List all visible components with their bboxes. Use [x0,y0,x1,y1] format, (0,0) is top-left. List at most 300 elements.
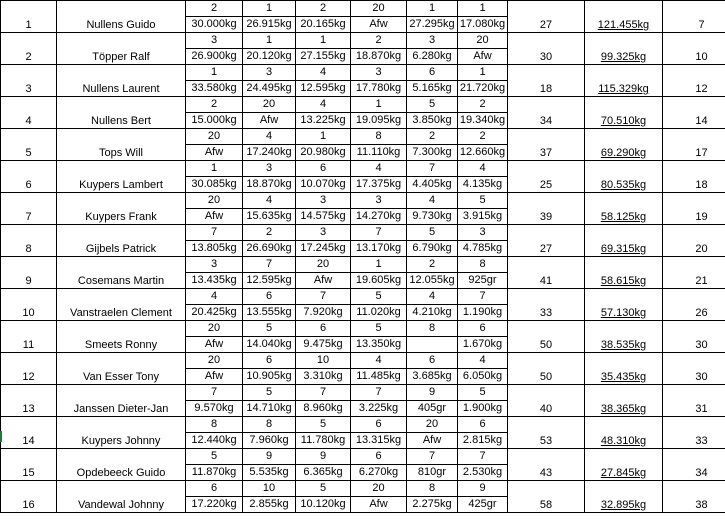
total-weight-cell[interactable] [585,417,663,449]
round-weight-cell[interactable]: 19.605kg [351,273,407,289]
round-weight-cell[interactable]: 12.660kg [458,145,508,161]
round-rank-cell[interactable]: 5 [186,449,243,465]
round-weight-cell[interactable]: 6.050kg [458,369,508,385]
round-rank-cell[interactable]: 6 [243,289,296,305]
name-cell[interactable]: Vandewal Johnny [57,481,186,513]
round-rank-cell[interactable]: 7 [407,161,458,177]
round-rank-cell[interactable]: 7 [296,385,351,401]
round-weight-cell[interactable]: Afw [186,337,243,353]
total-weight-text: 38.535kg [600,339,647,351]
name-cell[interactable]: Smeets Ronny [57,321,186,353]
round-rank-cell[interactable]: 6 [351,449,407,465]
round-rank-cell[interactable]: 4 [407,289,458,305]
total-weight-text: 48.310kg [600,435,647,447]
round-weight-cell[interactable]: 3.915kg [458,209,508,225]
round-weight-cell[interactable]: 24.495kg [243,81,296,97]
round-rank-cell[interactable]: 6 [407,353,458,369]
round-rank-cell[interactable]: 20 [351,1,407,17]
total-weight-cell[interactable] [585,1,663,33]
total-weight-cell[interactable] [585,449,663,481]
round-rank-cell[interactable]: 7 [186,385,243,401]
round-rank-cell[interactable]: 2 [186,97,243,113]
table-row [1,289,725,305]
round-weight-cell[interactable]: 3.850kg [407,113,458,129]
round-weight-cell[interactable]: 11.020kg [351,305,407,321]
rank-cell[interactable]: 6 [1,161,57,193]
total-weight-cell[interactable] [585,97,663,129]
round-rank-cell[interactable]: 3 [186,33,243,49]
round-weight-cell[interactable]: Afw [296,273,351,289]
round-weight-cell[interactable]: 14.710kg [243,401,296,417]
round-rank-cell[interactable]: 9 [243,449,296,465]
round-rank-cell[interactable]: 7 [186,225,243,241]
points-cell[interactable]: 33 [508,289,585,321]
round-rank-cell[interactable]: 8 [458,257,508,273]
points-cell[interactable]: 58 [508,481,585,513]
round-rank-cell[interactable]: 1 [351,257,407,273]
round-rank-cell[interactable]: 3 [296,193,351,209]
round-weight-cell[interactable]: 15.000kg [186,113,243,129]
round-rank-cell[interactable]: 5 [351,321,407,337]
round-weight-cell[interactable]: 12.055kg [407,273,458,289]
points-cell[interactable]: 25 [508,161,585,193]
place-cell[interactable]: 34 [663,449,725,481]
round-weight-cell[interactable]: 3.225kg [351,401,407,417]
round-rank-cell[interactable]: 2 [407,129,458,145]
round-rank-cell[interactable]: 2 [296,1,351,17]
round-weight-cell[interactable]: 2.275kg [407,497,458,513]
place-cell[interactable]: 18 [663,161,725,193]
rank-cell[interactable]: 10 [1,289,57,321]
name-cell[interactable]: Nullens Laurent [57,65,186,97]
place-cell[interactable]: 12 [663,65,725,97]
round-rank-cell[interactable]: 10 [243,481,296,497]
round-weight-cell[interactable]: 26.900kg [186,49,243,65]
total-weight-text: 80.535kg [600,179,647,191]
total-weight-cell[interactable] [585,289,663,321]
round-rank-cell[interactable]: 8 [186,417,243,433]
total-weight-text: 115.329kg [598,83,649,95]
round-rank-cell[interactable]: 8 [351,129,407,145]
round-weight-cell[interactable]: 9.475kg [296,337,351,353]
round-weight-cell[interactable]: 2.855kg [243,497,296,513]
round-weight-cell[interactable]: 13.555kg [243,305,296,321]
name-cell[interactable]: Janssen Dieter-Jan [57,385,186,417]
points-cell[interactable]: 40 [508,385,585,417]
round-rank-cell[interactable]: 7 [243,257,296,273]
place-cell[interactable]: 20 [663,225,725,257]
round-weight-cell[interactable]: 19.095kg [351,113,407,129]
round-weight-cell[interactable]: 14.040kg [243,337,296,353]
total-weight-text: 70.510kg [600,115,647,127]
round-weight-cell[interactable]: 9.730kg [407,209,458,225]
round-weight-cell[interactable]: 12.595kg [243,273,296,289]
round-weight-cell[interactable]: Afw [243,113,296,129]
round-rank-cell[interactable]: 2 [186,1,243,17]
round-weight-cell[interactable]: 26.690kg [243,241,296,257]
round-weight-cell[interactable]: 12.595kg [296,81,351,97]
rank-cell[interactable]: 5 [1,129,57,161]
round-weight-cell[interactable]: 13.350kg [351,337,407,353]
round-weight-cell[interactable]: 18.870kg [243,177,296,193]
round-rank-cell[interactable]: 9 [296,449,351,465]
round-weight-cell[interactable]: Afw [186,209,243,225]
total-weight-cell[interactable] [585,129,663,161]
round-weight-cell[interactable]: 17.080kg [458,17,508,33]
round-weight-cell[interactable]: 10.120kg [296,497,351,513]
total-weight-cell[interactable] [585,481,663,513]
total-weight-cell[interactable] [585,33,663,65]
rank-cell[interactable]: 2 [1,33,57,65]
rank-cell[interactable]: 15 [1,449,57,481]
round-weight-cell[interactable]: 4.405kg [407,177,458,193]
round-rank-cell[interactable]: 7 [458,449,508,465]
round-weight-cell[interactable]: 17.220kg [186,497,243,513]
round-weight-cell[interactable]: 2.815kg [458,433,508,449]
round-rank-cell[interactable]: 5 [243,385,296,401]
place-cell[interactable]: 30 [663,353,725,385]
round-rank-cell[interactable]: 6 [296,161,351,177]
round-rank-cell[interactable]: 3 [243,65,296,81]
round-rank-cell[interactable]: 5 [458,385,508,401]
round-rank-cell[interactable]: 2 [458,97,508,113]
round-weight-cell[interactable]: 6.280kg [407,49,458,65]
round-rank-cell[interactable]: 4 [296,65,351,81]
round-rank-cell[interactable]: 20 [407,417,458,433]
round-weight-cell[interactable]: 11.485kg [351,369,407,385]
round-weight-cell[interactable]: 13.170kg [351,241,407,257]
round-weight-cell[interactable]: 13.225kg [296,113,351,129]
round-rank-cell[interactable]: 1 [296,129,351,145]
round-rank-cell[interactable]: 2 [458,129,508,145]
round-weight-cell[interactable]: 405gr [407,401,458,417]
round-rank-cell[interactable]: 20 [186,129,243,145]
round-rank-cell[interactable]: 1 [458,65,508,81]
round-weight-cell[interactable]: 11.870kg [186,465,243,481]
round-rank-cell[interactable]: 4 [186,289,243,305]
round-rank-cell[interactable]: 7 [407,449,458,465]
round-weight-cell[interactable]: 425gr [458,497,508,513]
round-rank-cell[interactable]: 20 [296,257,351,273]
table-row [1,65,725,81]
round-rank-cell[interactable]: 1 [186,161,243,177]
round-weight-cell[interactable]: 33.580kg [186,81,243,97]
table-row [1,193,725,209]
name-cell[interactable]: Töpper Ralf [57,33,186,65]
table-row [1,481,725,497]
place-cell[interactable]: 17 [663,129,725,161]
table-row [1,321,725,337]
round-rank-cell[interactable]: 1 [243,33,296,49]
total-weight-text: 58.125kg [600,211,647,223]
round-weight-cell[interactable]: 17.780kg [351,81,407,97]
round-rank-cell[interactable]: 7 [351,225,407,241]
round-rank-cell[interactable]: 8 [243,417,296,433]
total-weight-text: 69.315kg [600,243,647,255]
round-weight-cell[interactable]: Afw [351,17,407,33]
round-weight-cell[interactable]: 13.315kg [351,433,407,449]
round-rank-cell[interactable]: 7 [296,289,351,305]
round-weight-cell[interactable]: 13.435kg [186,273,243,289]
round-rank-cell[interactable]: 8 [407,481,458,497]
round-rank-cell[interactable]: 4 [296,97,351,113]
round-rank-cell[interactable]: 3 [243,161,296,177]
round-rank-cell[interactable]: 9 [458,481,508,497]
total-weight-text: 58.615kg [600,275,647,287]
name-cell[interactable]: Cosemans Martin [57,257,186,289]
round-rank-cell[interactable]: 6 [243,353,296,369]
total-weight-cell[interactable] [585,225,663,257]
round-rank-cell[interactable]: 4 [351,161,407,177]
round-rank-cell[interactable]: 2 [407,257,458,273]
round-rank-cell[interactable]: 3 [186,257,243,273]
total-weight-text: 32.895kg [600,499,647,511]
round-rank-cell[interactable]: 1 [351,97,407,113]
round-rank-cell[interactable]: 6 [458,417,508,433]
rank-cell[interactable]: 7 [1,193,57,225]
round-weight-cell[interactable]: 6.790kg [407,241,458,257]
place-cell[interactable]: 21 [663,257,725,289]
round-weight-cell[interactable]: 4.210kg [407,305,458,321]
round-rank-cell[interactable]: 1 [407,1,458,17]
total-weight-cell[interactable] [585,161,663,193]
round-weight-cell[interactable]: 27.295kg [407,17,458,33]
points-cell[interactable]: 18 [508,65,585,97]
name-cell[interactable]: Kuypers Johnny [57,417,186,449]
round-rank-cell[interactable]: 3 [296,225,351,241]
rank-cell[interactable]: 13 [1,385,57,417]
name-cell[interactable]: Kuypers Lambert [57,161,186,193]
round-rank-cell[interactable]: 3 [458,225,508,241]
total-weight-cell[interactable] [585,385,663,417]
round-weight-cell[interactable]: 20.165kg [296,17,351,33]
table-body [1,1,725,513]
points-cell[interactable]: 43 [508,449,585,481]
row-marker [0,431,2,442]
points-cell[interactable]: 39 [508,193,585,225]
round-weight-cell[interactable]: 925gr [458,273,508,289]
table-row [1,97,725,113]
place-cell[interactable]: 26 [663,289,725,321]
round-weight-cell[interactable]: 2.530kg [458,465,508,481]
round-weight-cell[interactable]: 6.270kg [351,465,407,481]
round-rank-cell[interactable]: 1 [243,1,296,17]
total-weight-text: 99.325kg [600,51,647,63]
points-cell[interactable]: 53 [508,417,585,449]
round-weight-cell[interactable]: Afw [351,497,407,513]
name-cell[interactable]: Kuypers Frank [57,193,186,225]
name-cell[interactable]: Gijbels Patrick [57,225,186,257]
round-rank-cell[interactable]: 6 [407,65,458,81]
rank-cell[interactable]: 8 [1,225,57,257]
points-cell[interactable]: 50 [508,353,585,385]
total-weight-cell[interactable] [585,321,663,353]
round-rank-cell[interactable]: 1 [296,33,351,49]
round-weight-cell[interactable]: 1.900kg [458,401,508,417]
place-cell[interactable]: 38 [663,481,725,513]
round-weight-cell[interactable]: 1.670kg [458,337,508,353]
table-row [1,225,725,241]
round-rank-cell[interactable]: 20 [186,193,243,209]
round-rank-cell[interactable]: 4 [243,193,296,209]
round-rank-cell[interactable]: 7 [351,385,407,401]
rank-cell[interactable]: 11 [1,321,57,353]
round-weight-cell[interactable]: 9.570kg [186,401,243,417]
table-row [1,257,725,273]
round-rank-cell[interactable]: 20 [186,321,243,337]
name-cell[interactable]: Van Esser Tony [57,353,186,385]
round-rank-cell[interactable]: 7 [458,289,508,305]
round-weight-cell[interactable]: 10.905kg [243,369,296,385]
round-weight-cell[interactable]: 7.300kg [407,145,458,161]
table-row [1,33,725,49]
points-cell[interactable]: 27 [508,1,585,33]
round-rank-cell[interactable]: 1 [458,1,508,17]
name-cell[interactable]: Nullens Guido [57,1,186,33]
round-weight-cell[interactable]: 3.685kg [407,369,458,385]
round-rank-cell[interactable]: 4 [407,193,458,209]
rank-cell[interactable]: 3 [1,65,57,97]
round-rank-cell[interactable]: 5 [407,97,458,113]
total-weight-text: 121.455kg [597,19,650,31]
table-row [1,161,725,177]
name-cell[interactable]: Vanstraelen Clement [57,289,186,321]
round-weight-cell[interactable]: 30.085kg [186,177,243,193]
round-rank-cell[interactable]: 5 [351,289,407,305]
round-rank-cell[interactable]: 2 [243,225,296,241]
round-rank-cell[interactable]: 9 [407,385,458,401]
round-rank-cell[interactable]: 20 [458,33,508,49]
round-weight-cell[interactable]: 11.110kg [351,145,407,161]
table-row [1,449,725,465]
round-rank-cell[interactable]: 4 [458,161,508,177]
round-weight-cell[interactable]: 21.720kg [458,81,508,97]
round-weight-cell[interactable]: 14.575kg [296,209,351,225]
name-cell[interactable]: Opdebeeck Guido [57,449,186,481]
place-cell[interactable]: 10 [663,33,725,65]
round-weight-cell[interactable]: 12.440kg [186,433,243,449]
round-weight-cell[interactable]: 20.120kg [243,49,296,65]
round-rank-cell[interactable]: 6 [351,417,407,433]
points-cell[interactable]: 34 [508,97,585,129]
round-rank-cell[interactable]: 20 [186,353,243,369]
total-weight-cell[interactable] [585,193,663,225]
round-weight-cell[interactable]: Afw [458,49,508,65]
round-weight-cell[interactable]: Afw [186,145,243,161]
place-cell[interactable]: 14 [663,97,725,129]
points-cell[interactable]: 41 [508,257,585,289]
round-rank-cell[interactable]: 5 [296,481,351,497]
round-rank-cell[interactable]: 1 [186,65,243,81]
round-weight-cell[interactable]: 17.240kg [243,145,296,161]
rank-cell[interactable]: 1 [1,1,57,33]
table-row [1,353,725,369]
round-weight-cell[interactable]: 11.780kg [296,433,351,449]
points-cell[interactable]: 37 [508,129,585,161]
round-rank-cell[interactable]: 5 [458,193,508,209]
place-cell[interactable]: 33 [663,417,725,449]
total-weight-text: 57.130kg [600,307,647,319]
rank-cell[interactable]: 16 [1,481,57,513]
round-weight-cell[interactable]: 4.135kg [458,177,508,193]
place-cell[interactable]: 19 [663,193,725,225]
round-rank-cell[interactable]: 5 [243,321,296,337]
name-cell[interactable]: Tops Will [57,129,186,161]
round-weight-cell[interactable]: 30.000kg [186,17,243,33]
round-rank-cell[interactable]: 8 [407,321,458,337]
round-weight-cell[interactable]: 1.190kg [458,305,508,321]
round-weight-cell[interactable]: 8.960kg [296,401,351,417]
round-weight-cell[interactable]: Afw [186,369,243,385]
round-rank-cell[interactable]: 20 [351,481,407,497]
place-cell[interactable]: 31 [663,385,725,417]
round-rank-cell[interactable]: 3 [407,33,458,49]
table-row [1,1,725,17]
round-weight-cell[interactable]: Afw [407,433,458,449]
round-weight-cell[interactable]: 26.915kg [243,17,296,33]
round-weight-cell[interactable] [407,337,458,353]
round-weight-cell[interactable]: 810gr [407,465,458,481]
place-cell[interactable]: 30 [663,321,725,353]
round-rank-cell[interactable]: 4 [351,353,407,369]
rank-cell[interactable]: 4 [1,97,57,129]
round-weight-cell[interactable]: 7.960kg [243,433,296,449]
rank-cell[interactable]: 14 [1,417,57,449]
round-rank-cell[interactable]: 4 [243,129,296,145]
round-weight-cell[interactable]: 3.310kg [296,369,351,385]
round-rank-cell[interactable]: 2 [351,33,407,49]
points-cell[interactable]: 50 [508,321,585,353]
round-weight-cell[interactable]: 20.980kg [296,145,351,161]
round-weight-cell[interactable]: 17.245kg [296,241,351,257]
name-cell[interactable]: Nullens Bert [57,97,186,129]
round-weight-cell[interactable]: 18.870kg [351,49,407,65]
round-weight-cell[interactable]: 15.635kg [243,209,296,225]
round-weight-cell[interactable]: 20.425kg [186,305,243,321]
round-weight-cell[interactable]: 7.920kg [296,305,351,321]
round-rank-cell[interactable]: 20 [243,97,296,113]
round-rank-cell[interactable]: 3 [351,65,407,81]
round-weight-cell[interactable]: 5.165kg [407,81,458,97]
total-weight-cell[interactable] [585,353,663,385]
round-weight-cell[interactable]: 14.270kg [351,209,407,225]
round-rank-cell[interactable]: 10 [296,353,351,369]
round-rank-cell[interactable]: 5 [296,417,351,433]
rank-cell[interactable]: 9 [1,257,57,289]
place-cell[interactable]: 7 [663,1,725,33]
round-rank-cell[interactable]: 6 [186,481,243,497]
round-rank-cell[interactable]: 4 [458,353,508,369]
round-weight-cell[interactable]: 13.805kg [186,241,243,257]
total-weight-cell[interactable] [585,257,663,289]
round-weight-cell[interactable]: 10.070kg [296,177,351,193]
rank-cell[interactable]: 12 [1,353,57,385]
round-weight-cell[interactable]: 19.340kg [458,113,508,129]
total-weight-text: 27.845kg [600,467,647,479]
round-rank-cell[interactable]: 6 [296,321,351,337]
round-rank-cell[interactable]: 3 [351,193,407,209]
round-weight-cell[interactable]: 5.535kg [243,465,296,481]
points-cell[interactable]: 27 [508,225,585,257]
round-rank-cell[interactable]: 6 [458,321,508,337]
points-cell[interactable]: 30 [508,33,585,65]
round-weight-cell[interactable]: 4.785kg [458,241,508,257]
round-rank-cell[interactable]: 5 [407,225,458,241]
total-weight-cell[interactable] [585,65,663,97]
round-weight-cell[interactable]: 6.365kg [296,465,351,481]
round-weight-cell[interactable]: 27.155kg [296,49,351,65]
round-weight-cell[interactable]: 17.375kg [351,177,407,193]
